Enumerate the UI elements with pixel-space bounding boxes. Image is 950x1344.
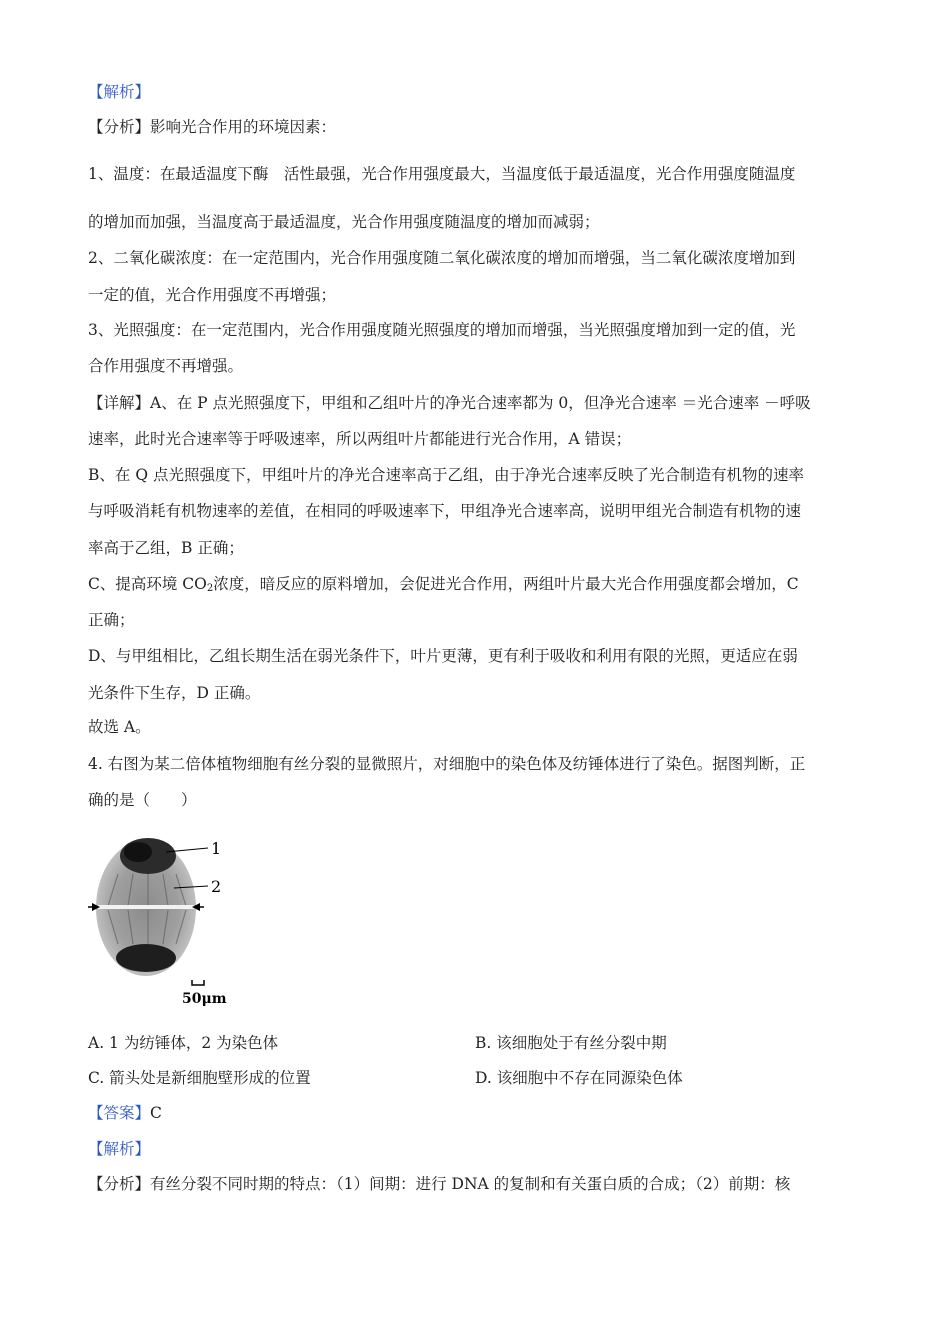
cell-plate [98, 905, 194, 909]
text-segment: C、提高环境 CO [88, 575, 207, 593]
question-stem: 4. 右图为某二倍体植物细胞有丝分裂的显微照片，对细胞中的染色体及纺锤体进行了染色。据图判断，正 [88, 755, 806, 773]
cell-micrograph [88, 826, 258, 1011]
text-line: 2、二氧化碳浓度：在一定范围内，光合作用强度随二氧化碳浓度的增加而增强，当二氧化碳浓度增加到 [88, 249, 796, 267]
text-line: 1、温度：在最适温度下酶 活性最强，光合作用强度最大，当温度低于最适温度，光合作用强度随温度 [88, 165, 796, 183]
scale-label: 50μm [182, 991, 227, 1007]
text-line: 故选 A。 [88, 718, 151, 736]
text-segment: 浓度，暗反应的原料增加，会促进光合作用，两组叶片最大光合作用强度都会增加，C [213, 575, 799, 593]
text-line: B、在 Q 点光照强度下，甲组叶片的净光合速率高于乙组，由于净光合速率反映了光合制造有机物的速率 [88, 466, 804, 484]
text-line: 率高于乙组，B 正确； [88, 539, 244, 557]
option-b: B. 该细胞处于有丝分裂中期 [475, 1034, 667, 1052]
answer-heading: 【答案】 [88, 1104, 151, 1122]
section-heading-analysis: 【解析】 [88, 1140, 151, 1158]
section-heading-analysis: 【解析】 [88, 83, 151, 101]
option-d: D. 该细胞中不存在同源染色体 [475, 1069, 683, 1087]
text-line: 一定的值，光合作用强度不再增强； [88, 286, 337, 304]
text-line: 合作用强度不再增强。 [88, 357, 244, 375]
text-line: 【详解】A、在 P 点光照强度下，甲组和乙组叶片的净光合速率都为 0，但净光合速率 ＝光合速率 －呼吸 [88, 394, 811, 412]
chromosome-shadow [124, 842, 152, 862]
text-line: 【分析】影响光合作用的环境因素： [88, 118, 337, 136]
scale-bar [192, 980, 204, 985]
text-line: D、与甲组相比，乙组长期生活在弱光条件下，叶片更薄，更有利于吸收和利用有限的光照，更适应在弱 [88, 647, 798, 665]
option-c: C. 箭头处是新细胞壁形成的位置 [88, 1069, 311, 1087]
text-line: 【分析】有丝分裂不同时期的特点：（1）间期：进行 DNA 的复制和有关蛋白质的合成；（2）前期：核 [88, 1175, 791, 1193]
answer-value: C [150, 1104, 162, 1122]
chromosome-cluster-bottom [116, 944, 176, 972]
subscript: 2 [206, 583, 214, 594]
text-line: 正确； [88, 611, 135, 629]
text-line: 的增加而加强，当温度高于最适温度，光合作用强度随温度的增加而减弱； [88, 213, 600, 231]
option-a: A. 1 为纺锤体，2 为染色体 [88, 1034, 279, 1052]
text-line: 速率，此时光合速率等于呼吸速率，所以两组叶片都能进行光合作用，A 错误； [88, 430, 632, 448]
text-line: 3、光照强度：在一定范围内，光合作用强度随光照强度的增加而增强，当光照强度增加到一定的值，光 [88, 321, 796, 339]
text-line: 光条件下生存，D 正确。 [88, 684, 261, 702]
question-stem: 确的是（ ） [88, 791, 197, 809]
micrograph-svg [88, 826, 258, 1011]
text-line: 与呼吸消耗有机物速率的差值，在相同的呼吸速率下，甲组净光合速率高，说明甲组光合制造有机物的速 [88, 502, 802, 520]
answer-line [88, 1103, 863, 1123]
text-line [88, 574, 863, 599]
label-2: 2 [211, 877, 222, 896]
label-1: 1 [211, 839, 222, 858]
